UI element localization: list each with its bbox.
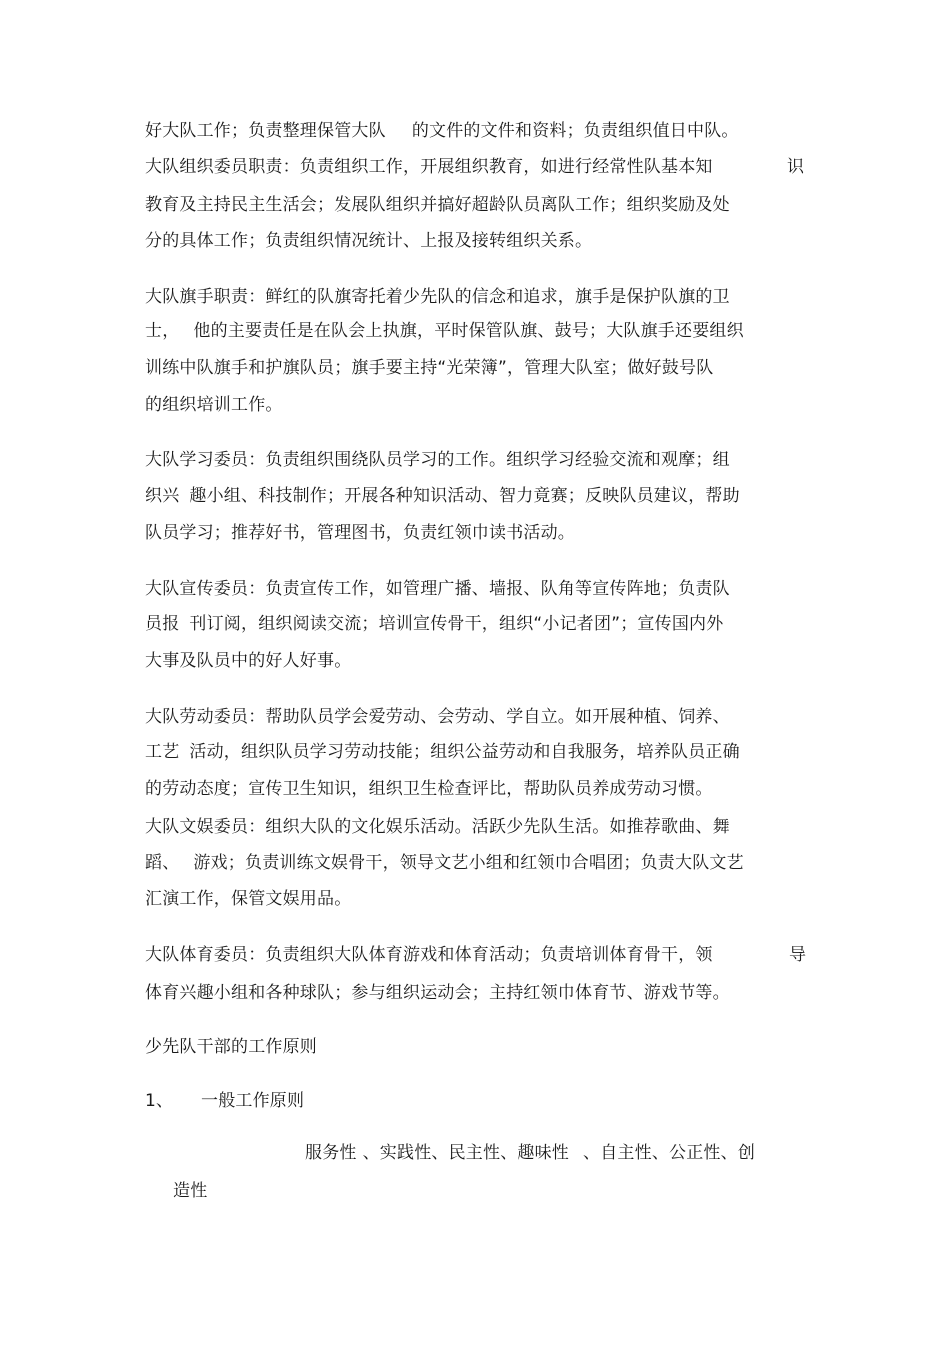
- text-line: 士， 他的主要责任是在队会上执旗，平时保管队旗、鼓号；大队旗手还要组织: [145, 321, 744, 341]
- text-fragment: 识: [787, 157, 805, 177]
- text-line: 大队体育委员：负责组织大队体育游戏和体育活动；负责培训体育骨干，领: [145, 945, 713, 965]
- list-item-title: 一般工作原则: [201, 1091, 305, 1111]
- text-line: 大队组织委员职责：负责组织工作，开展组织教育，如进行经常性队基本知: [145, 157, 713, 177]
- text-line: 蹈、 游戏；负责训练文娱骨干，领导文艺小组和红领巾合唱团；负责大队文艺: [145, 853, 744, 873]
- list-number: 1、: [145, 1091, 174, 1111]
- text-line: 队员学习；推荐好书，管理图书，负责红领巾读书活动。: [145, 523, 575, 543]
- text-line: 的劳动态度；宣传卫生知识，组织卫生检查评比，帮助队员养成劳动习惯。: [145, 779, 713, 799]
- text-line: 大队文娱委员：组织大队的文化娱乐活动。活跃少先队生活。如推荐歌曲、舞: [145, 817, 730, 837]
- section-heading: 少先队干部的工作原则: [145, 1037, 317, 1057]
- text-line: 大事及队员中的好人好事。: [145, 651, 352, 671]
- text-line: 员报 刊订阅，组织阅读交流；培训宣传骨干，组织“小记者团”；宣传国内外: [145, 614, 724, 634]
- text-line: 分的具体工作；负责组织情况统计、上报及接转组织关系。: [145, 231, 593, 251]
- text-line: 训练中队旗手和护旗队员；旗手要主持“光荣簿”，管理大队室；做好鼓号队: [145, 358, 714, 378]
- text-line: 汇演工作，保管文娱用品。: [145, 889, 352, 909]
- text-line: 教育及主持民主生活会；发展队组织并搞好超龄队员离队工作；组织奖励及处: [145, 195, 730, 215]
- text-line: 好大队工作；负责整理保管大队 的文件的文件和资料；负责组织值日中队。: [145, 121, 739, 141]
- text-line: 体育兴趣小组和各种球队；参与组织运动会；主持红领巾体育节、游戏节等。: [145, 983, 730, 1003]
- text-line: 大队宣传委员：负责宣传工作，如管理广播、墙报、队角等宣传阵地；负责队: [145, 579, 730, 599]
- text-line: 工艺 活动，组织队员学习劳动技能；组织公益劳动和自我服务，培养队员正确: [145, 742, 740, 762]
- text-line: 造性: [173, 1181, 208, 1201]
- text-line: 服务性 、实践性、民主性、趣味性 、自主性、公正性、创: [305, 1143, 756, 1163]
- text-line: 的组织培训工作。: [145, 395, 283, 415]
- text-line: 大队旗手职责：鲜红的队旗寄托着少先队的信念和追求，旗手是保护队旗的卫: [145, 287, 730, 307]
- text-line: 织兴 趣小组、科技制作；开展各种知识活动、智力竟赛；反映队员建议，帮助: [145, 486, 740, 506]
- text-fragment: 导: [789, 945, 807, 965]
- text-line: 大队劳动委员：帮助队员学会爱劳动、会劳动、学自立。如开展种植、饲养、: [145, 707, 730, 727]
- text-line: 大队学习委员：负责组织围绕队员学习的工作。组织学习经验交流和观摩；组: [145, 450, 730, 470]
